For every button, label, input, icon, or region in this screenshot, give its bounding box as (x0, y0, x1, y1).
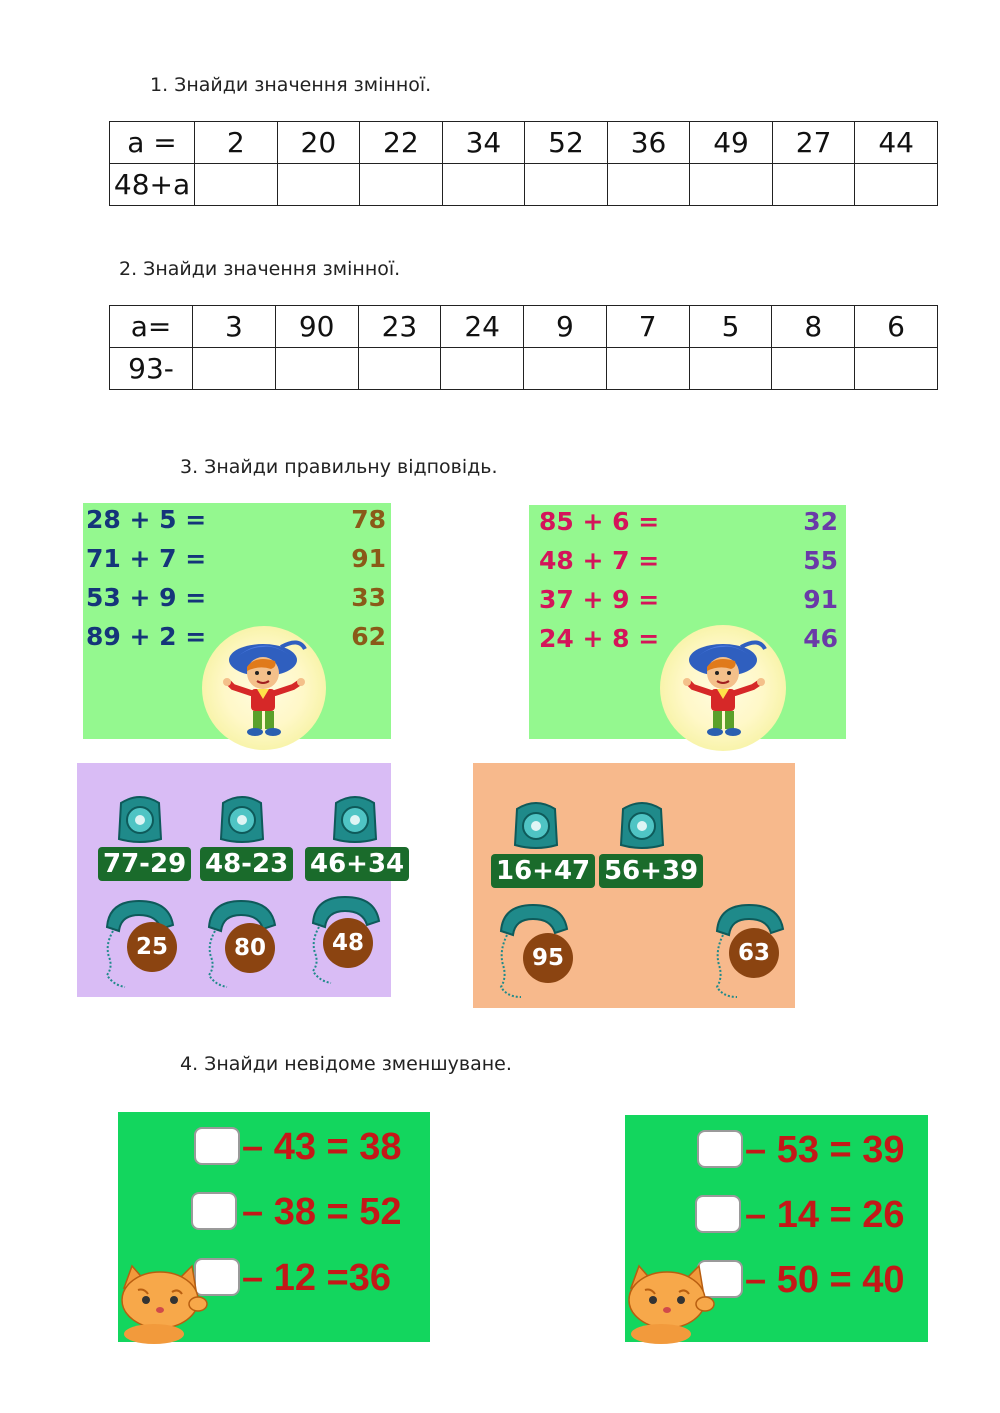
answer-input-box[interactable] (191, 1192, 237, 1230)
table-cell: 24 (441, 306, 524, 348)
equation-text: 85 + 6 = (539, 507, 660, 536)
table-cell: 9 (524, 306, 607, 348)
answer-option[interactable]: 91 (351, 544, 386, 573)
table-cell: 5 (689, 306, 772, 348)
answer-cell[interactable] (772, 164, 855, 206)
task1-title: 1. Знайди значення змінної. (150, 74, 432, 96)
table-cell: 27 (772, 122, 855, 164)
answer-option[interactable]: 32 (803, 507, 838, 536)
table-header-row (110, 306, 938, 348)
answer-input-box[interactable] (697, 1130, 743, 1168)
answer-cell[interactable] (525, 164, 608, 206)
phone-icon (511, 795, 561, 851)
answer-option[interactable]: 78 (351, 505, 386, 534)
equation-text: – 43 = 38 (242, 1126, 402, 1168)
phone-expression-label[interactable]: 56+39 (599, 854, 703, 888)
equation-text: 71 + 7 = (86, 544, 207, 573)
task1-table (109, 121, 938, 206)
equation-panel-right (529, 505, 846, 739)
equation-row (194, 1125, 424, 1169)
table-cell: 49 (690, 122, 773, 164)
equation-text: – 53 = 39 (745, 1129, 905, 1171)
answer-input-box[interactable] (695, 1195, 741, 1233)
task4-title: 4. Знайди невідоме зменшуване. (180, 1053, 512, 1075)
answer-cell[interactable] (195, 164, 278, 206)
equation-text: – 12 =36 (242, 1257, 391, 1299)
equation-text: 28 + 5 = (86, 505, 207, 534)
table-row-label: 48+a (110, 164, 195, 206)
answer-input-box[interactable] (194, 1127, 240, 1165)
minuend-panel-left (118, 1112, 430, 1342)
table-cell: 6 (855, 306, 938, 348)
equation-row (191, 1190, 421, 1234)
answer-cell[interactable] (193, 348, 276, 390)
answer-bubble[interactable]: 80 (225, 923, 275, 973)
table-cell: 7 (606, 306, 689, 348)
equation-row (83, 544, 391, 580)
equation-row (529, 585, 846, 621)
answer-cell[interactable] (441, 348, 524, 390)
phone-icon (217, 789, 267, 845)
task2-title: 2. Знайди значення змінної. (119, 258, 401, 280)
phone-expression-label[interactable]: 48-23 (200, 847, 293, 881)
table-cell: 2 (195, 122, 278, 164)
task2-table (109, 305, 938, 390)
table-cell: 20 (277, 122, 360, 164)
table-answer-row (110, 348, 938, 390)
equation-text: 37 + 9 = (539, 585, 660, 614)
phone-icon (330, 789, 380, 845)
answer-cell[interactable] (360, 164, 443, 206)
phone-expression-label[interactable]: 46+34 (305, 847, 409, 881)
equation-text: – 50 = 40 (745, 1259, 905, 1301)
phone-expression-label[interactable]: 77-29 (98, 847, 191, 881)
answer-cell[interactable] (358, 348, 441, 390)
kitten-icon (118, 1248, 210, 1342)
equation-text: 48 + 7 = (539, 546, 660, 575)
equation-text: – 38 = 52 (242, 1191, 402, 1233)
answer-option[interactable]: 55 (803, 546, 838, 575)
answer-cell[interactable] (855, 164, 938, 206)
table-cell: a = (110, 122, 195, 164)
answer-cell[interactable] (606, 348, 689, 390)
task3-title: 3. Знайди правильну відповідь. (180, 456, 498, 478)
answer-bubble[interactable]: 63 (729, 928, 779, 978)
equation-row (83, 622, 391, 658)
equation-row (697, 1128, 925, 1172)
answer-bubble[interactable]: 95 (523, 933, 573, 983)
answer-cell[interactable] (442, 164, 525, 206)
equation-row (83, 583, 391, 619)
equation-text: 53 + 9 = (86, 583, 207, 612)
table-cell: 8 (772, 306, 855, 348)
equation-row (529, 507, 846, 543)
answer-cell[interactable] (689, 348, 772, 390)
answer-option[interactable]: 91 (803, 585, 838, 614)
kitten-icon (625, 1248, 717, 1342)
phone-icon (617, 795, 667, 851)
answer-bubble[interactable]: 48 (323, 918, 373, 968)
table-cell: a= (110, 306, 193, 348)
table-cell: 52 (525, 122, 608, 164)
equation-text: 24 + 8 = (539, 624, 660, 653)
answer-cell[interactable] (277, 164, 360, 206)
answer-cell[interactable] (607, 164, 690, 206)
equation-text: – 14 = 26 (745, 1194, 905, 1236)
table-cell: 90 (275, 306, 358, 348)
equation-row (529, 624, 846, 660)
minuend-panel-right (625, 1115, 928, 1342)
table-cell: 44 (855, 122, 938, 164)
answer-cell[interactable] (524, 348, 607, 390)
table-cell: 36 (607, 122, 690, 164)
phone-panel-purple (77, 763, 405, 997)
answer-cell[interactable] (855, 348, 938, 390)
answer-option[interactable]: 62 (351, 622, 386, 651)
table-cell: 34 (442, 122, 525, 164)
equation-row (529, 546, 846, 582)
answer-cell[interactable] (275, 348, 358, 390)
table-cell: 22 (360, 122, 443, 164)
phone-icon (115, 789, 165, 845)
equation-row (194, 1256, 424, 1300)
answer-bubble[interactable]: 25 (127, 922, 177, 972)
table-answer-row (110, 164, 938, 206)
equation-panel-left (83, 503, 391, 739)
table-cell: 3 (193, 306, 276, 348)
equation-row (695, 1193, 923, 1237)
phone-panel-orange (473, 763, 795, 1008)
table-header-row (110, 122, 938, 164)
equation-row (697, 1258, 925, 1302)
answer-option[interactable]: 46 (803, 624, 838, 653)
table-row-label: 93- (110, 348, 193, 390)
answer-option[interactable]: 33 (351, 583, 386, 612)
answer-cell[interactable] (690, 164, 773, 206)
equation-text: 89 + 2 = (86, 622, 207, 651)
table-cell: 23 (358, 306, 441, 348)
answer-cell[interactable] (772, 348, 855, 390)
phone-expression-label[interactable]: 16+47 (491, 854, 595, 888)
equation-row (83, 505, 391, 541)
